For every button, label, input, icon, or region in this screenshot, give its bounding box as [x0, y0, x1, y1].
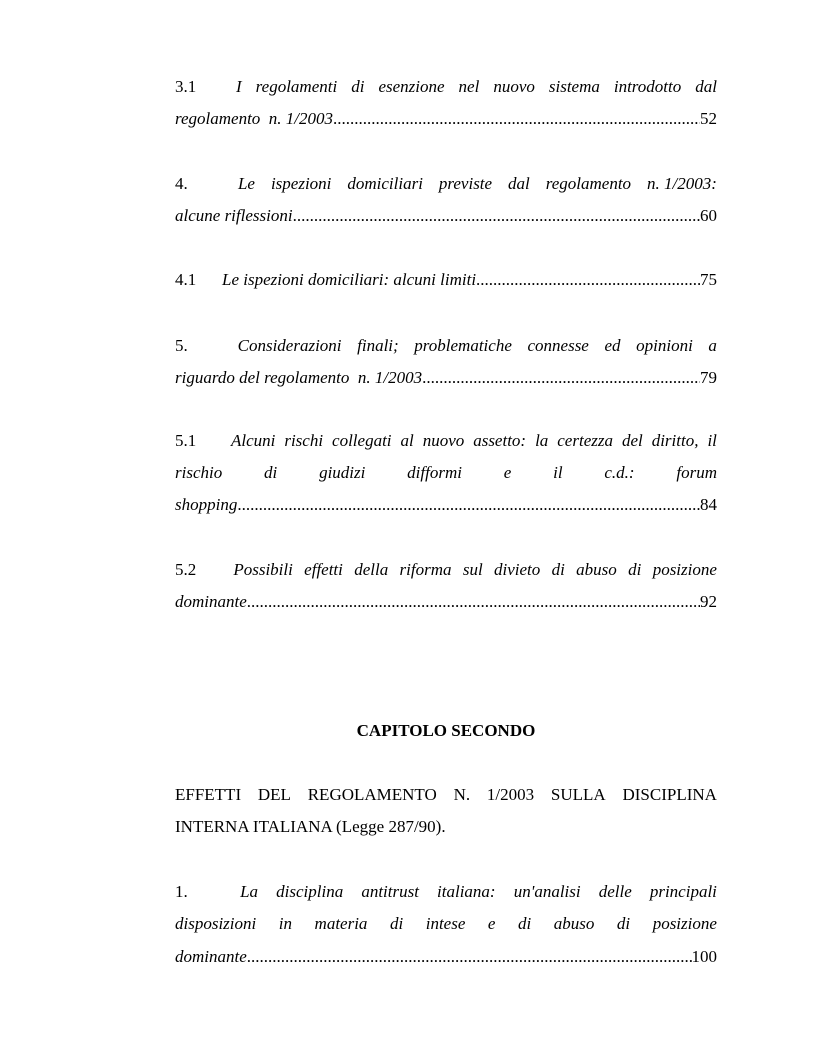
toc-entry-line [175, 334, 717, 358]
word: nuovo [493, 77, 535, 96]
word: nuovo [422, 431, 465, 450]
word: divieto [494, 560, 541, 579]
entry-number: 1. [175, 882, 188, 901]
toc-entry-line [175, 558, 717, 582]
word: forum [676, 463, 717, 482]
chapter-heading: CAPITOLO SECONDO [356, 721, 536, 740]
entry-number: 4. [175, 174, 188, 193]
word: di [628, 560, 642, 579]
word: introdotto [613, 77, 682, 96]
word: DEL [257, 785, 291, 804]
word: La [240, 882, 259, 901]
word: e [503, 463, 512, 482]
word: problematiche [414, 336, 512, 355]
word: disciplina [276, 882, 344, 901]
word: il [553, 463, 563, 482]
word: Considerazioni [237, 336, 342, 355]
toc-entry-line [175, 912, 717, 936]
word: c.d.: [604, 463, 635, 482]
toc-entry-leader-line [175, 268, 717, 292]
word: previste [438, 174, 493, 193]
entry-title-end: shopping [175, 495, 238, 514]
word: nel [458, 77, 480, 96]
toc-entry-line [175, 75, 717, 99]
page-number: 60 [700, 206, 717, 225]
entry-title-end: dominante [175, 947, 247, 966]
toc-entry-leader-line [175, 366, 717, 390]
word: certezza [557, 431, 613, 450]
word: di [518, 914, 532, 933]
word: effetti [304, 560, 343, 579]
word: collegati [332, 431, 392, 450]
word: a [708, 336, 717, 355]
page-number: 75 [700, 270, 717, 289]
word: di [389, 914, 404, 933]
dot-leader [293, 204, 700, 228]
word: riforma [399, 560, 452, 579]
chapter-title-line: INTERNA ITALIANA (Legge 287/90). [175, 817, 446, 836]
word: diritto, [651, 431, 699, 450]
toc-entry-leader-line [175, 204, 717, 228]
word: al [400, 431, 414, 450]
word: ed [604, 336, 621, 355]
dot-leader [247, 590, 700, 614]
word: esenzione [378, 77, 445, 96]
dot-leader [247, 945, 692, 969]
word: intese [425, 914, 466, 933]
word: REGOLAMENTO [307, 785, 437, 804]
entry-title-end: dominante [175, 592, 247, 611]
word: abuso [576, 560, 617, 579]
word: SULLA [550, 785, 606, 804]
word: rischi [284, 431, 324, 450]
word: giudizi [319, 463, 366, 482]
toc-entry-line [175, 429, 717, 453]
page-number: 52 [700, 109, 717, 128]
word: di [551, 560, 565, 579]
dot-leader [333, 107, 700, 131]
entry-title-end: Le ispezioni domiciliari: alcuni limiti [222, 270, 477, 289]
word: dal [508, 174, 530, 193]
page-number: 79 [700, 368, 717, 387]
word: di [351, 77, 365, 96]
word: materia [314, 914, 368, 933]
word: sistema [548, 77, 600, 96]
toc-entry-leader-line [175, 945, 717, 969]
word: DISCIPLINA [622, 785, 717, 804]
word: posizione [652, 560, 717, 579]
word: dal [695, 77, 717, 96]
word: ispezioni [270, 174, 332, 193]
entry-number: 5.2 [175, 560, 197, 579]
word: abuso [553, 914, 595, 933]
word: principali [649, 882, 717, 901]
toc-entry-line [175, 461, 717, 485]
word: delle [598, 882, 632, 901]
chapter-title-line [175, 783, 717, 807]
word: assetto: [473, 431, 527, 450]
word: opinioni [636, 336, 693, 355]
word: Alcuni [230, 431, 276, 450]
entry-number: 5. [175, 336, 188, 355]
entry-number: 3.1 [175, 77, 197, 96]
word: la [535, 431, 549, 450]
entry-title-end: riguardo del regolamento n. 1/2003 [175, 368, 423, 387]
word: EFFETTI [175, 785, 242, 804]
word: regolamento [545, 174, 632, 193]
word: regolamenti [255, 77, 338, 96]
word: antitrust [361, 882, 419, 901]
word: difformi [407, 463, 462, 482]
entry-title-end: alcune riflessioni [175, 206, 293, 225]
word: di [616, 914, 631, 933]
entry-title-end: regolamento n. 1/2003 [175, 109, 334, 128]
toc-entry-line [175, 172, 717, 196]
page-number: 100 [691, 947, 717, 966]
word: sul [462, 560, 483, 579]
word: un'analisi [513, 882, 581, 901]
dot-leader [422, 366, 700, 390]
page-number: 92 [700, 592, 717, 611]
word: e [487, 914, 496, 933]
word: finali; [357, 336, 399, 355]
word: italiana: [437, 882, 496, 901]
word: il [707, 431, 717, 450]
word: della [354, 560, 389, 579]
word: Possibili [233, 560, 293, 579]
toc-entry-leader-line [175, 590, 717, 614]
entry-number: 5.1 [175, 431, 197, 450]
word: rischio [175, 463, 223, 482]
word: disposizioni [175, 914, 257, 933]
word: connesse [527, 336, 589, 355]
entry-number: 4.1 [175, 270, 197, 289]
word: N. [453, 785, 471, 804]
word: in [278, 914, 293, 933]
word: Le [237, 174, 255, 193]
word: n. 1/2003: [647, 174, 717, 193]
toc-entry-line [175, 880, 717, 904]
word: di [264, 463, 278, 482]
word: domiciliari [347, 174, 423, 193]
word: del [621, 431, 643, 450]
word: 1/2003 [486, 785, 535, 804]
toc-entry-leader-line [175, 107, 717, 131]
dot-leader [476, 268, 700, 292]
word: I [236, 77, 242, 96]
page-number: 84 [700, 495, 717, 514]
word: posizione [652, 914, 717, 933]
toc-entry-leader-line [175, 493, 717, 517]
dot-leader [237, 493, 700, 517]
